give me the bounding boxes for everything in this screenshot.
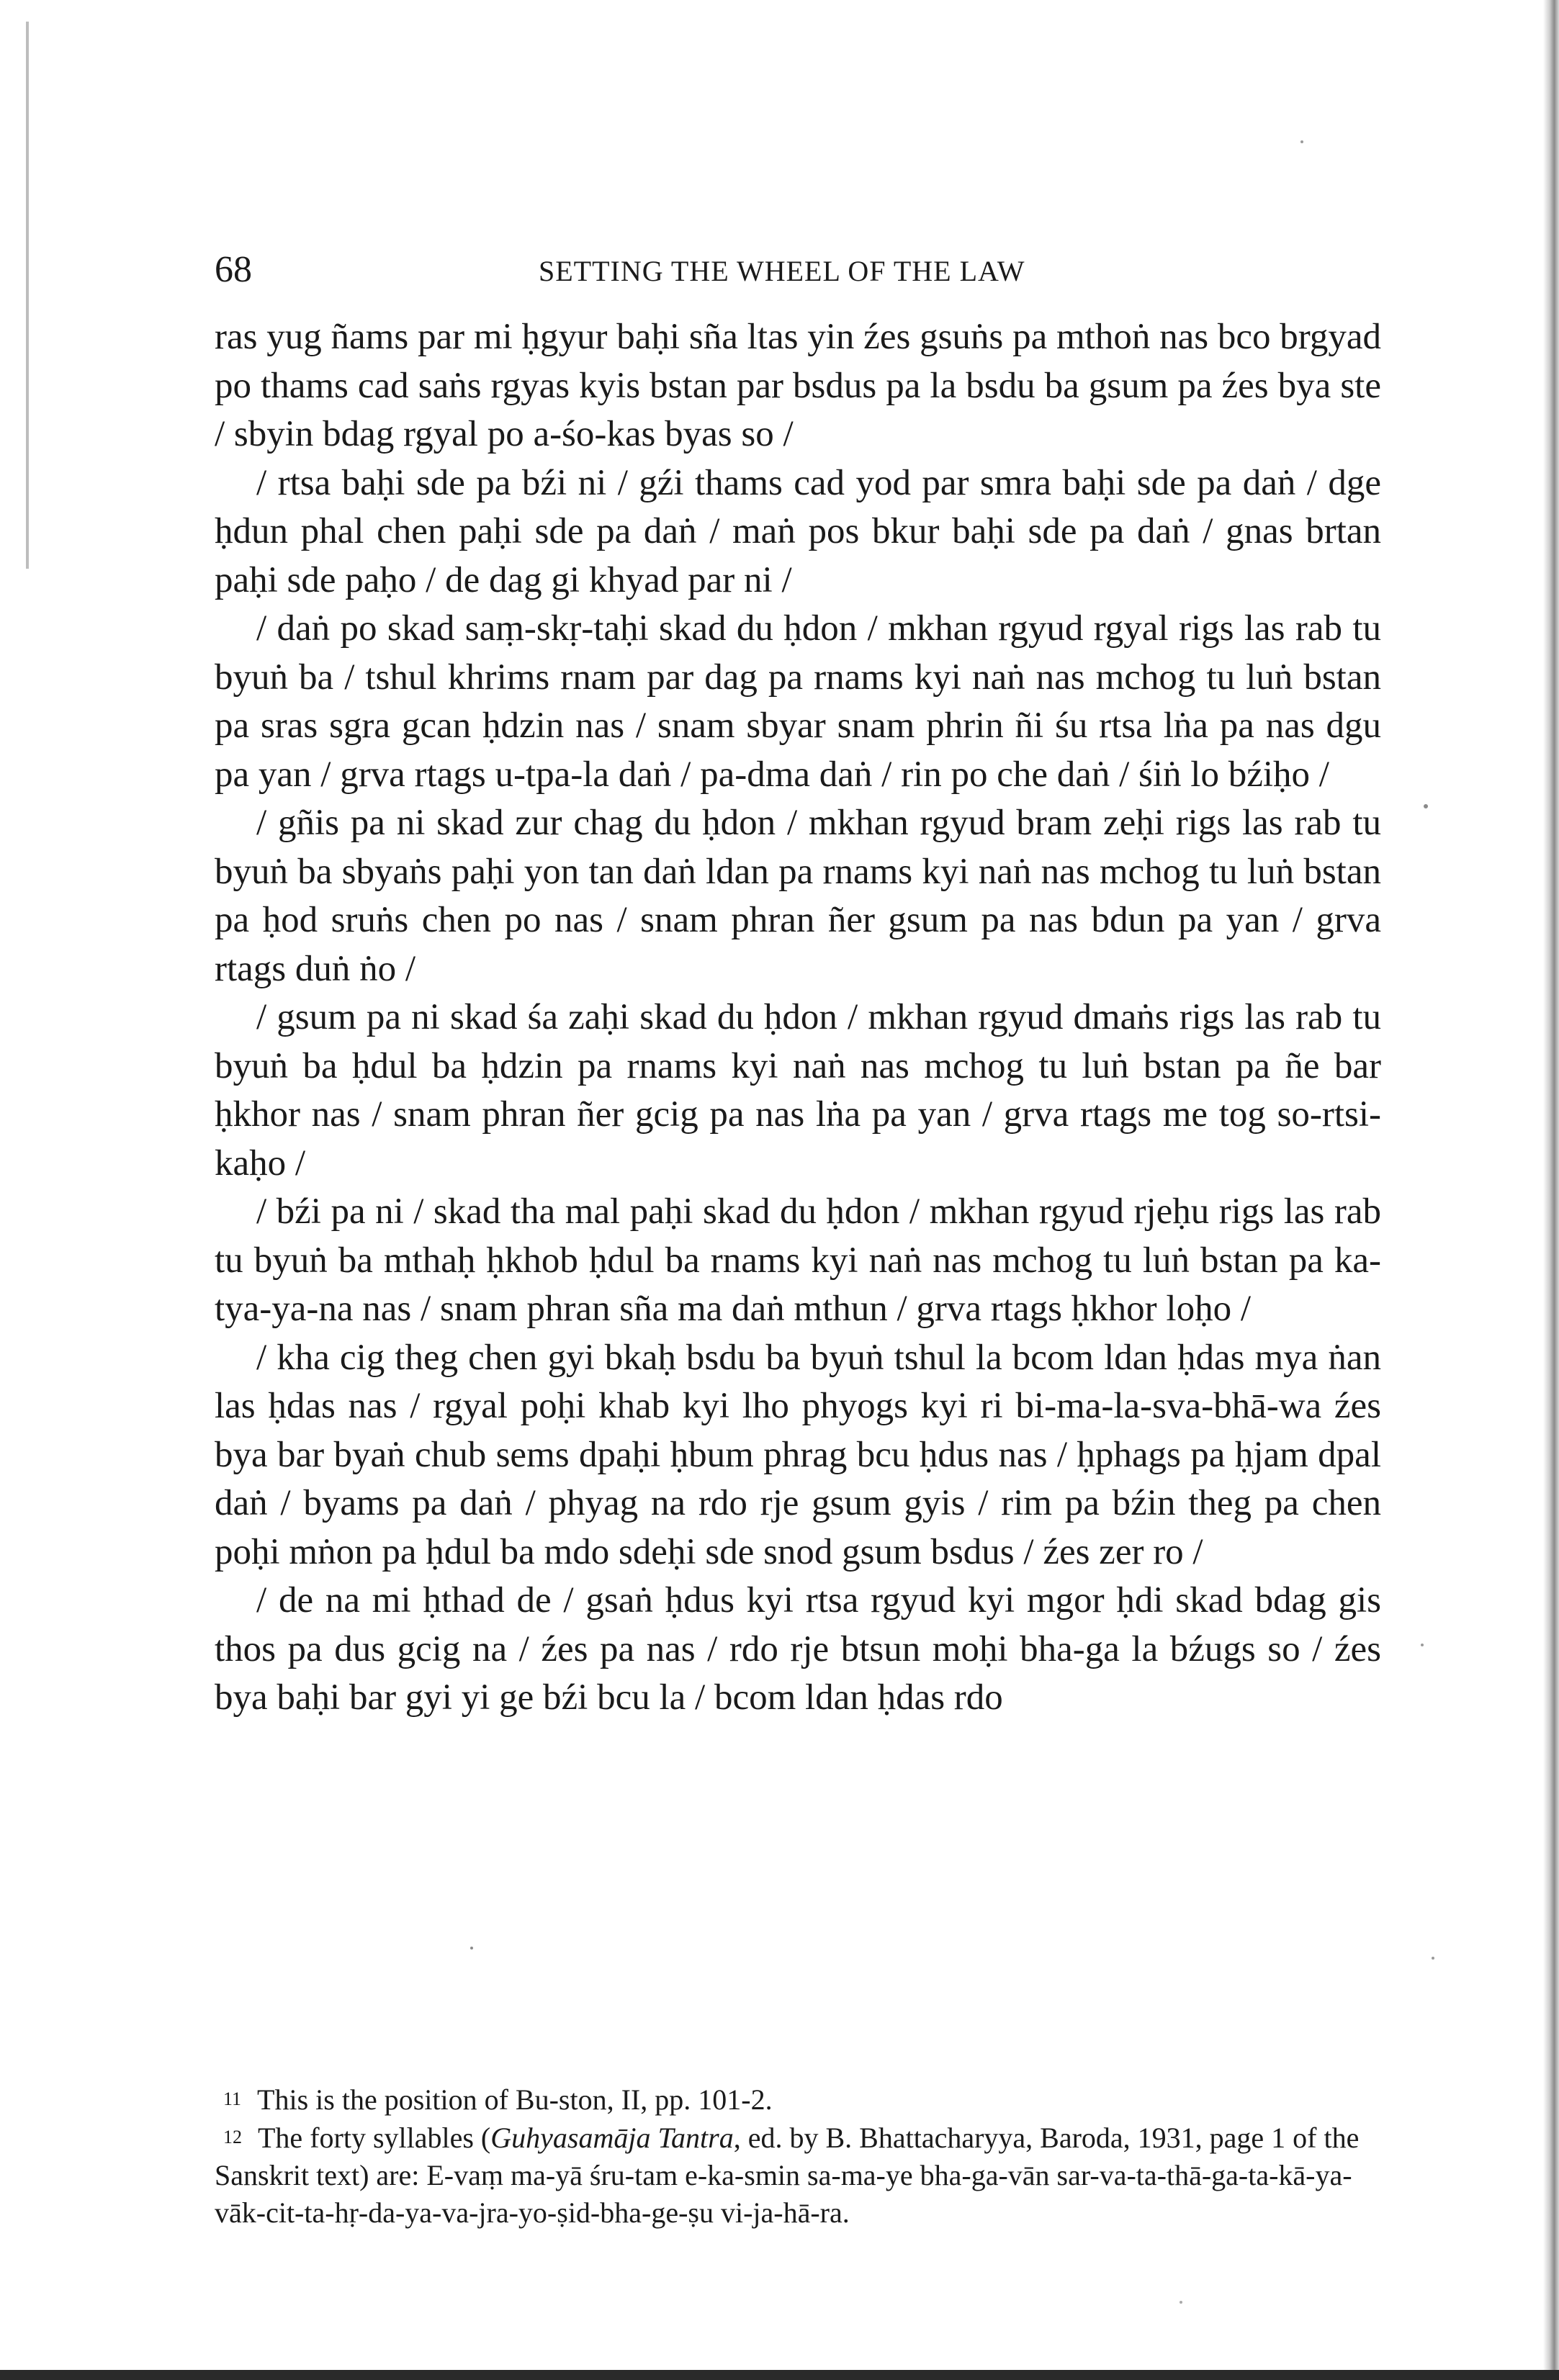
paragraph: / rtsa baḥi sde pa bźi ni / gźi thams cad yod par smra baḥi sde pa daṅ / dge ḥdun phal chen paḥi sde pa daṅ / maṅ pos bkur baḥi sde pa daṅ / gnas brtan paḥi sde paḥo / de dag gi khyad par ni / xyxy=(215,462,1381,600)
footnote-text: The forty syllables ( xyxy=(258,2122,491,2154)
footnote-text: This is the position of Bu-ston, II, pp. 101-2. xyxy=(257,2083,773,2116)
paragraph: / daṅ po skad saṃ-skṛ-taḥi skad du ḥdon / mkhan rgyud rgyal rigs las rab tu byuṅ ba / tshul khrims rnam par dag pa rnams kyi naṅ nas mchog tu luṅ bstan pa sras sgra gcan ḥdzin nas / snam sbyar snam phrin ñi śu rtsa lṅa pa nas dgu pa yan / grva rtags u-tpa-la daṅ / pa-dma daṅ / rin po che daṅ / śiṅ lo bźiḥo / xyxy=(215,608,1381,795)
paragraph: / de na mi ḥthad de / gsaṅ ḥdus kyi rtsa rgyud kyi mgor ḥdi skad bdag gis thos pa dus gcig na / źes pa nas / rdo rje btsun moḥi bha-ga la bźugs so / źes bya baḥi bar gyi yi ge bźi bcu la / bcom ldan ḥdas rdo xyxy=(215,1580,1381,1718)
body-text xyxy=(215,313,1381,1723)
paragraph: / gsum pa ni skad śa zaḥi skad du ḥdon / mkhan rgyud dmaṅs rigs las rab tu byuṅ ba ḥdul ba ḥdzin pa rnams kyi naṅ nas mchog tu luṅ bstan pa ñe bar ḥkhor nas / snam phran ñer gcig pa nas lṅa pa yan / grva rtags me tog so-rtsi-kaḥo / xyxy=(215,997,1381,1184)
paragraph: ras yug ñams par mi ḥgyur baḥi sña ltas yin źes gsuṅs pa mthoṅ nas bco brgyad po thams cad saṅs rgyas kyis bstan par bsdus pa la bsdu ba gsum pa źes bya ste / sbyin bdag rgyal po a-śo-kas byas so / xyxy=(215,317,1381,454)
footnote xyxy=(215,2119,1381,2232)
running-head: SETTING THE WHEEL OF THE LAW xyxy=(539,255,1025,287)
paragraph: / kha cig theg chen gyi bkaḥ bsdu ba byuṅ tshul la bcom ldan ḥdas mya ṅan las ḥdas nas / rgyal poḥi khab kyi lho phyogs kyi ri bi-ma-la-sva-bhā-wa źes bya bar byaṅ chub sems dpaḥi ḥbum phrag bcu ḥdus nas / ḥphags pa ḥjam dpal daṅ / byams pa daṅ / phyag na rdo rje gsum gyis / rim pa bźin theg pa chen poḥi mṅon pa ḥdul ba mdo sdeḥi sde snod gsum bsdus / źes zer ro / xyxy=(215,1337,1381,1572)
footnote-mark: 11 xyxy=(223,2088,242,2109)
footnote xyxy=(215,2081,1381,2119)
footnote-mark: 12 xyxy=(223,2127,242,2147)
page-header xyxy=(215,248,1388,299)
paragraph: / gñis pa ni skad zur chag du ḥdon / mkhan rgyud bram zeḥi rigs las rab tu byuṅ ba sbyaṅs paḥi yon tan daṅ ldan pa rnams kyi naṅ nas mchog tu luṅ bstan pa ḥod sruṅs chen po nas / snam phran ñer gsum pa nas bdun pa yan / grva rtags duṅ ṅo / xyxy=(215,803,1381,989)
footnote-text: , ed. by B. Bhattacharyya, Baroda, 1931, page 1 of the Sanskrit text) are: E-vaṃ ma-yā śru-tam e-ka-smin sa-ma-ye bha-ga-vān sar-va-ta-thā-ga-ta-kā-ya-vāk-cit-ta-hṛ-da-ya-va-jra-yo-ṣid-bha-ge-ṣu vi-ja-hā-ra. xyxy=(215,2122,1360,2229)
footnote-title: Guhyasamāja Tantra xyxy=(490,2122,734,2154)
page-number: 68 xyxy=(215,249,252,290)
footnotes xyxy=(215,2081,1381,2232)
paragraph: / bźi pa ni / skad tha mal paḥi skad du ḥdon / mkhan rgyud rjeḥu rigs las rab tu byuṅ ba mthaḥ ḥkhob ḥdul ba rnams kyi naṅ nas mchog tu luṅ bstan pa ka-tya-ya-na nas / snam phran sña ma daṅ mthun / grva rtags ḥkhor loḥo / xyxy=(215,1191,1381,1329)
